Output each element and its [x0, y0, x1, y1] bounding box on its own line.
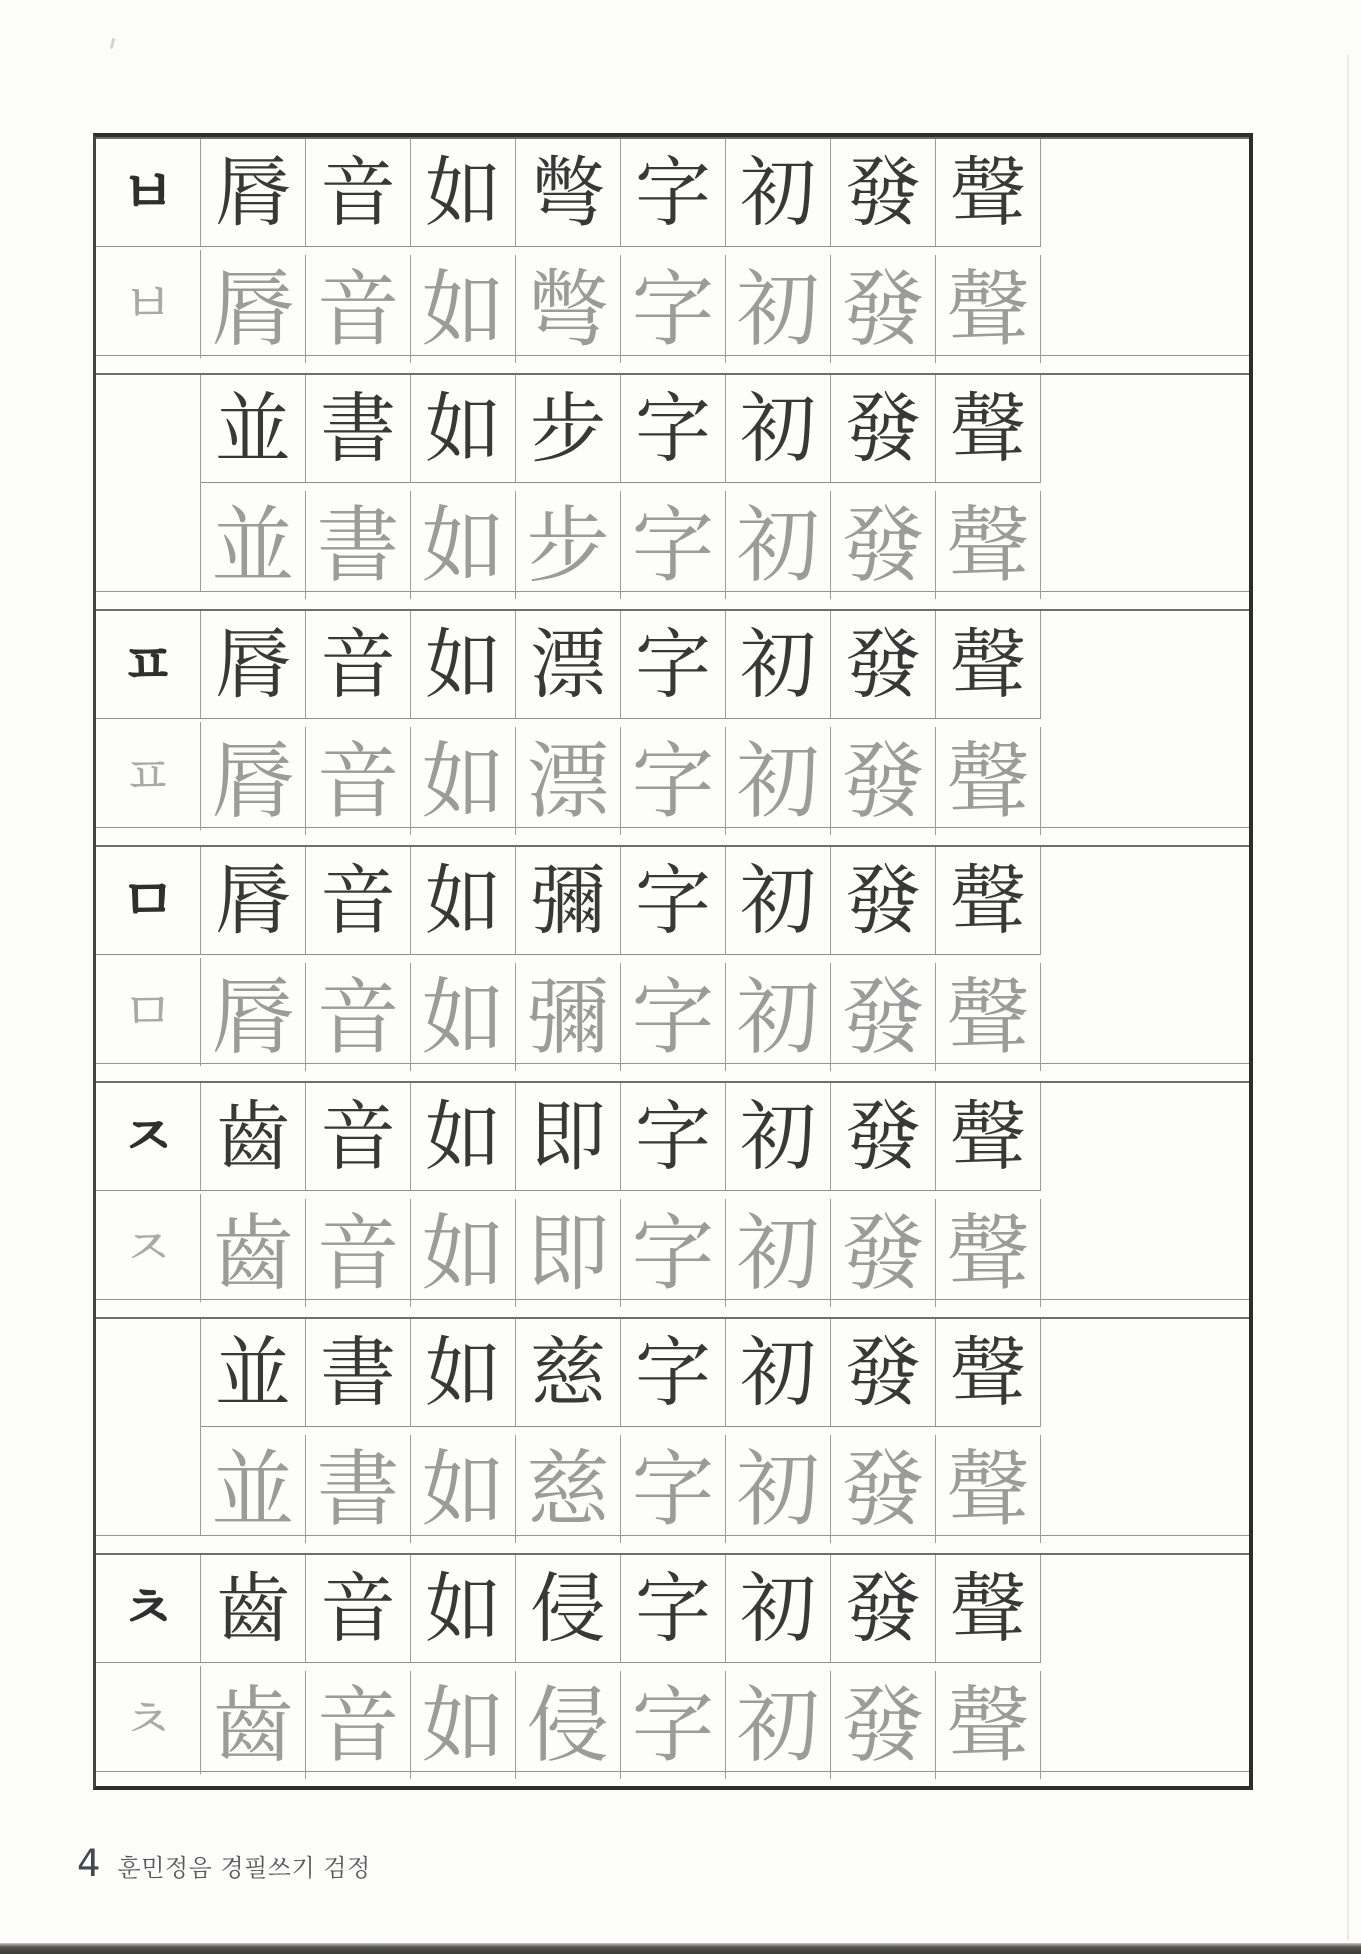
hanja-trace-cell: 齒 — [201, 1199, 306, 1307]
jamo-empty-cell — [96, 1319, 201, 1535]
hanja-trace-cell: 音 — [306, 1199, 411, 1307]
hanja-model-cell: 初 — [726, 375, 831, 483]
hanja-model-cell: 如 — [411, 1555, 516, 1663]
hanja-model-cell: 初 — [726, 611, 831, 719]
hanja-trace-cell: 發 — [831, 255, 936, 363]
hanja-trace-cell: 音 — [306, 727, 411, 835]
hanja-trace-cell: 字 — [621, 727, 726, 835]
hanja-model-cell: 初 — [726, 1319, 831, 1427]
hanja-model-cell: 漂 — [516, 611, 621, 719]
blank-practice-cell — [1041, 1319, 1249, 1535]
practice-block — [96, 1317, 1249, 1536]
page-footer — [77, 1842, 371, 1885]
hanja-trace-cell: 字 — [621, 963, 726, 1071]
hanja-trace-cell: 初 — [726, 963, 831, 1071]
hanja-model-cell: 齒 — [201, 1083, 306, 1191]
blank-practice-cell — [1041, 847, 1249, 1063]
hanja-model-cell: 字 — [621, 847, 726, 955]
hanja-model-cell: 聲 — [936, 847, 1041, 955]
hanja-trace-cell: 如 — [411, 727, 516, 835]
hanja-model-cell: 初 — [726, 1555, 831, 1663]
practice-block — [96, 373, 1249, 592]
hanja-trace-cell: 脣 — [201, 727, 306, 835]
hanja-trace-cell: 發 — [831, 963, 936, 1071]
hanja-model-cell: 聲 — [936, 611, 1041, 719]
hanja-model-cell: 音 — [306, 139, 411, 247]
blank-practice-cell — [1041, 1083, 1249, 1299]
hanja-model-cell: 步 — [516, 375, 621, 483]
hanja-model-cell: 聲 — [936, 1319, 1041, 1427]
blank-practice-cell — [1041, 1555, 1249, 1771]
hanja-model-cell: 慈 — [516, 1319, 621, 1427]
hanja-trace-cell: 音 — [306, 963, 411, 1071]
hanja-trace-cell: 發 — [831, 1199, 936, 1307]
hanja-trace-cell: 聲 — [936, 727, 1041, 835]
hanja-model-cell: 初 — [726, 139, 831, 247]
jamo-trace-cell: ㅊ — [96, 1666, 201, 1774]
hanja-model-cell: 字 — [621, 1555, 726, 1663]
hanja-trace-cell: 聲 — [936, 1435, 1041, 1543]
hanja-trace-cell: 初 — [726, 1435, 831, 1543]
hanja-trace-cell: 發 — [831, 1435, 936, 1543]
hanja-trace-cell: 彌 — [516, 963, 621, 1071]
hanja-model-cell: 發 — [831, 1319, 936, 1427]
hanja-trace-cell: 初 — [726, 491, 831, 599]
hanja-trace-cell: 聲 — [936, 1671, 1041, 1779]
page-edge-line — [1347, 55, 1349, 1940]
hanja-model-cell: 侵 — [516, 1555, 621, 1663]
hanja-model-cell: 初 — [726, 1083, 831, 1191]
hanja-trace-cell: 如 — [411, 1199, 516, 1307]
hanja-trace-cell: 字 — [621, 1435, 726, 1543]
hanja-trace-cell: 聲 — [936, 255, 1041, 363]
hanja-model-cell: 字 — [621, 1083, 726, 1191]
practice-grid — [93, 133, 1253, 1790]
hanja-model-cell: 書 — [306, 1319, 411, 1427]
hanja-trace-cell: 初 — [726, 255, 831, 363]
hanja-model-cell: 如 — [411, 1083, 516, 1191]
hanja-model-cell: 發 — [831, 139, 936, 247]
hanja-trace-cell: 即 — [516, 1199, 621, 1307]
hanja-model-cell: 並 — [201, 1319, 306, 1427]
hanja-trace-cell: 聲 — [936, 491, 1041, 599]
blank-practice-cell — [1041, 611, 1249, 827]
hanja-trace-cell: 初 — [726, 1199, 831, 1307]
hanja-model-cell: 發 — [831, 375, 936, 483]
scan-edge-shadow — [0, 1943, 1361, 1954]
practice-block — [96, 1553, 1249, 1772]
hanja-model-cell: 並 — [201, 375, 306, 483]
hanja-trace-cell: 發 — [831, 1671, 936, 1779]
hanja-model-cell: 字 — [621, 611, 726, 719]
hanja-trace-cell: 脣 — [201, 255, 306, 363]
hanja-model-cell: 音 — [306, 611, 411, 719]
jamo-trace-cell: ㅁ — [96, 958, 201, 1066]
hanja-trace-cell: 字 — [621, 491, 726, 599]
hanja-trace-cell: 聲 — [936, 963, 1041, 1071]
footer-caption: 훈민정음 경필쓰기 검정 — [117, 1854, 371, 1882]
page-number: 4 — [77, 1842, 101, 1885]
hanja-model-cell: 發 — [831, 847, 936, 955]
hanja-model-cell: 齒 — [201, 1555, 306, 1663]
hanja-trace-cell: 如 — [411, 491, 516, 599]
jamo-trace-cell: ㅂ — [96, 250, 201, 358]
hanja-trace-cell: 步 — [516, 491, 621, 599]
hanja-trace-cell: 如 — [411, 1671, 516, 1779]
jamo-model-cell: ㅁ — [96, 847, 201, 955]
practice-block — [96, 609, 1249, 828]
hanja-model-cell: 字 — [621, 1319, 726, 1427]
hanja-model-cell: 如 — [411, 611, 516, 719]
hanja-model-cell: 彌 — [516, 847, 621, 955]
hanja-model-cell: 字 — [621, 139, 726, 247]
hanja-trace-cell: 如 — [411, 1435, 516, 1543]
hanja-trace-cell: 書 — [306, 491, 411, 599]
hanja-trace-cell: 初 — [726, 1671, 831, 1779]
hanja-model-cell: 字 — [621, 375, 726, 483]
hanja-trace-cell: 侵 — [516, 1671, 621, 1779]
hanja-trace-cell: 脣 — [201, 963, 306, 1071]
hanja-trace-cell: 字 — [621, 255, 726, 363]
practice-block — [96, 137, 1249, 356]
hanja-model-cell: 聲 — [936, 139, 1041, 247]
hanja-model-cell: 聲 — [936, 1083, 1041, 1191]
jamo-model-cell: ㅈ — [96, 1083, 201, 1191]
hanja-model-cell: 如 — [411, 847, 516, 955]
hanja-trace-cell: 並 — [201, 1435, 306, 1543]
hanja-model-cell: 書 — [306, 375, 411, 483]
blank-practice-cell — [1041, 139, 1249, 355]
hanja-model-cell: 彆 — [516, 139, 621, 247]
hanja-model-cell: 脣 — [201, 611, 306, 719]
hanja-trace-cell: 並 — [201, 491, 306, 599]
hanja-trace-cell: 音 — [306, 1671, 411, 1779]
blank-practice-cell — [1041, 375, 1249, 591]
hanja-trace-cell: 如 — [411, 963, 516, 1071]
hanja-trace-cell: 聲 — [936, 1199, 1041, 1307]
hanja-trace-cell: 漂 — [516, 727, 621, 835]
hanja-trace-cell: 音 — [306, 255, 411, 363]
scan-speck — [110, 38, 116, 49]
hanja-model-cell: 如 — [411, 139, 516, 247]
hanja-model-cell: 即 — [516, 1083, 621, 1191]
hanja-model-cell: 發 — [831, 1555, 936, 1663]
jamo-trace-cell: ㅍ — [96, 722, 201, 830]
hanja-model-cell: 發 — [831, 1083, 936, 1191]
hanja-trace-cell: 彆 — [516, 255, 621, 363]
hanja-model-cell: 聲 — [936, 1555, 1041, 1663]
hanja-model-cell: 音 — [306, 1083, 411, 1191]
hanja-model-cell: 音 — [306, 847, 411, 955]
hanja-trace-cell: 初 — [726, 727, 831, 835]
hanja-trace-cell: 字 — [621, 1671, 726, 1779]
hanja-model-cell: 脣 — [201, 139, 306, 247]
practice-block — [96, 1081, 1249, 1300]
hanja-model-cell: 初 — [726, 847, 831, 955]
jamo-trace-cell: ㅈ — [96, 1194, 201, 1302]
hanja-trace-cell: 字 — [621, 1199, 726, 1307]
jamo-model-cell: ㅊ — [96, 1555, 201, 1663]
hanja-trace-cell: 齒 — [201, 1671, 306, 1779]
hanja-model-cell: 如 — [411, 375, 516, 483]
hanja-trace-cell: 發 — [831, 727, 936, 835]
jamo-empty-cell — [96, 375, 201, 591]
practice-block — [96, 845, 1249, 1064]
hanja-model-cell: 聲 — [936, 375, 1041, 483]
jamo-model-cell: ㅂ — [96, 139, 201, 247]
hanja-model-cell: 如 — [411, 1319, 516, 1427]
hanja-model-cell: 脣 — [201, 847, 306, 955]
hanja-trace-cell: 慈 — [516, 1435, 621, 1543]
hanja-trace-cell: 書 — [306, 1435, 411, 1543]
jamo-model-cell: ㅍ — [96, 611, 201, 719]
hanja-trace-cell: 如 — [411, 255, 516, 363]
hanja-model-cell: 發 — [831, 611, 936, 719]
hanja-trace-cell: 發 — [831, 491, 936, 599]
hanja-model-cell: 音 — [306, 1555, 411, 1663]
